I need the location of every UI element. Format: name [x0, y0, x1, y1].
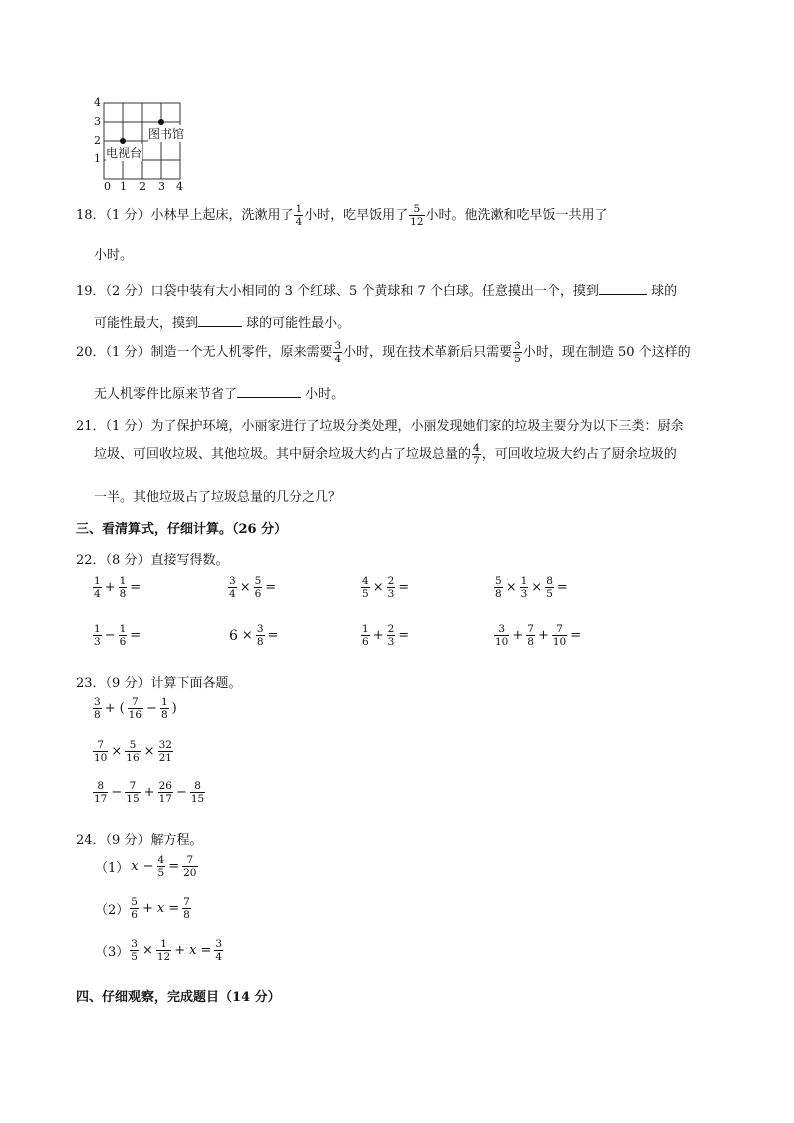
q19-text2: 球的	[651, 284, 678, 299]
question-21-line1	[76, 415, 683, 434]
x-label-4: 4	[176, 180, 183, 193]
q18-number: 18．	[76, 208, 106, 223]
question-22-heading	[76, 549, 228, 568]
q20-text1: 制造一个无人机零件，原来需要	[150, 345, 333, 360]
q19-number: 19．	[76, 284, 106, 299]
q24-equation-1: （1） x − $\frac{4}{5}$ = $\frac{7}{20}$	[95, 854, 197, 879]
q22-number: 22．	[76, 553, 106, 568]
q21-text1: 为了保护环境，小丽家进行了垃圾分类处理，小丽发现她们家的垃圾主要分为以下三类：厨余	[150, 419, 684, 434]
y-label-1: 1	[94, 152, 101, 165]
q22-expr-7: $\frac{1}{6}$ + $\frac{2}{3}$ =	[362, 623, 410, 648]
q21-score: （1 分）	[105, 419, 151, 434]
q18-text3: 小时。他洗漱和吃早饭一共用了	[425, 208, 608, 223]
q24-text: 解方程。	[150, 833, 203, 848]
q20-number: 20．	[76, 345, 106, 360]
q20-text4: 无人机零件比原来节省了	[94, 387, 238, 402]
q19-text1: 口袋中装有大小相同的 3 个红球、5 个黄球和 7 个白球。任意摸出一个，摸到	[150, 284, 599, 299]
x-label-3: 3	[158, 180, 165, 193]
q18-text4: 小时。	[94, 248, 134, 263]
q24-equation-2: （2） $\frac{5}{6}$ + x = $\frac{7}{8}$	[95, 896, 190, 921]
q18-fraction-2: $\frac{5}{12}$	[410, 203, 424, 228]
q22-score: （8 分）	[105, 553, 151, 568]
coordinate-grid	[90, 96, 200, 196]
q21-text4: 一半。其他垃圾占了垃圾总量的几分之几？	[94, 490, 342, 505]
x-label-1: 1	[120, 180, 127, 193]
q22-expr-3: $\frac{4}{5}$ × $\frac{2}{3}$ =	[362, 575, 410, 600]
question-19-line1	[76, 280, 677, 299]
question-21-line3	[94, 486, 341, 505]
q20-score: （1 分）	[105, 345, 151, 360]
q24-number: 24．	[76, 833, 106, 848]
q18-text1: 小林早上起床，洗漱用了	[150, 208, 294, 223]
q20-text2: 小时，现在技术革新后只需要	[343, 345, 513, 360]
q20-answer-blank[interactable]	[237, 385, 301, 398]
q18-text2: 小时，吃早饭用了	[304, 208, 409, 223]
q21-text3: ，可回收垃圾大约占了厨余垃圾的	[481, 447, 677, 462]
q23-expr-1: $\frac{3}{8}$ + ( $\frac{7}{16}$ − $\frac{1}{8}$ )	[94, 696, 177, 721]
question-24-heading	[76, 829, 202, 848]
q24-score: （9 分）	[105, 833, 151, 848]
q21-text2: 垃圾、可回收垃圾、其他垃圾。其中厨余垃圾大约占了垃圾总量的	[94, 447, 472, 462]
q22-expr-8: $\frac{3}{10}$ + $\frac{7}{8}$ + $\frac{7}{10}$ =	[495, 623, 582, 648]
q23-expr-3: $\frac{8}{17}$ − $\frac{7}{15}$ + $\frac{26}{17}$ − $\frac{8}{15}$	[94, 780, 205, 805]
q20-text5: 小时。	[305, 387, 345, 402]
q22-expr-6: 6 × $\frac{3}{8}$ =	[229, 623, 279, 648]
q23-number: 23．	[76, 676, 106, 691]
q19-answer-blank-2[interactable]	[198, 314, 242, 327]
q18-score: （1 分）	[105, 208, 151, 223]
q20-fraction-2: $\frac{3}{5}$	[514, 340, 521, 365]
q18-fraction-1: $\frac{1}{4}$	[295, 203, 303, 228]
q22-text: 直接写得数。	[150, 553, 229, 568]
q20-text3: 小时，现在制造 50 个这样的	[522, 345, 691, 360]
y-label-2: 2	[94, 134, 101, 147]
q22-expr-4: $\frac{5}{8}$ × $\frac{1}{3}$ × $\frac{8}{5}$ =	[495, 575, 568, 600]
section-3-heading: 三、看清算式，仔细计算。（26 分）	[76, 522, 288, 537]
question-23-heading	[76, 672, 241, 691]
question-18-line2	[94, 244, 133, 263]
q20-fraction-1: $\frac{3}{4}$	[334, 340, 342, 365]
library-label: 图书馆	[148, 127, 185, 141]
y-label-4: 4	[94, 96, 101, 109]
q19-score: （2 分）	[105, 284, 151, 299]
q23-expr-2: $\frac{7}{10}$ × $\frac{5}{16}$ × $\frac{32}{21}$	[94, 739, 172, 764]
section-4-heading: 四、仔细观察，完成题目（14 分）	[76, 990, 281, 1005]
question-18-line1	[76, 204, 608, 227]
tv-label: 电视台	[106, 146, 143, 160]
y-label-3: 3	[94, 115, 101, 128]
q21-number: 21．	[76, 419, 106, 434]
q21-fraction: $\frac{4}{7}$	[473, 442, 480, 467]
q19-text4: 球的可能性最小。	[246, 316, 351, 331]
question-21-line2	[94, 443, 677, 466]
question-20-line1	[76, 341, 691, 364]
q23-score: （9 分）	[105, 676, 151, 691]
q22-expr-2: $\frac{3}{4}$ × $\frac{5}{6}$ =	[229, 575, 277, 600]
x-label-2: 2	[139, 180, 146, 193]
question-20-line2	[94, 383, 344, 402]
q22-expr-1: $\frac{1}{4}$ + $\frac{1}{8}$ =	[94, 575, 142, 600]
q19-answer-blank-1[interactable]	[599, 282, 647, 295]
q23-text: 计算下面各题。	[150, 676, 242, 691]
q19-text3: 可能性最大，摸到	[94, 316, 199, 331]
q24-equation-3: （3） $\frac{3}{5}$ × $\frac{1}{12}$ + x = $\frac{3}{4}$	[95, 938, 223, 963]
q22-expr-5: $\frac{1}{3}$ − $\frac{1}{6}$ =	[94, 623, 142, 648]
x-label-0: 0	[104, 180, 111, 193]
question-19-line2	[94, 312, 350, 331]
